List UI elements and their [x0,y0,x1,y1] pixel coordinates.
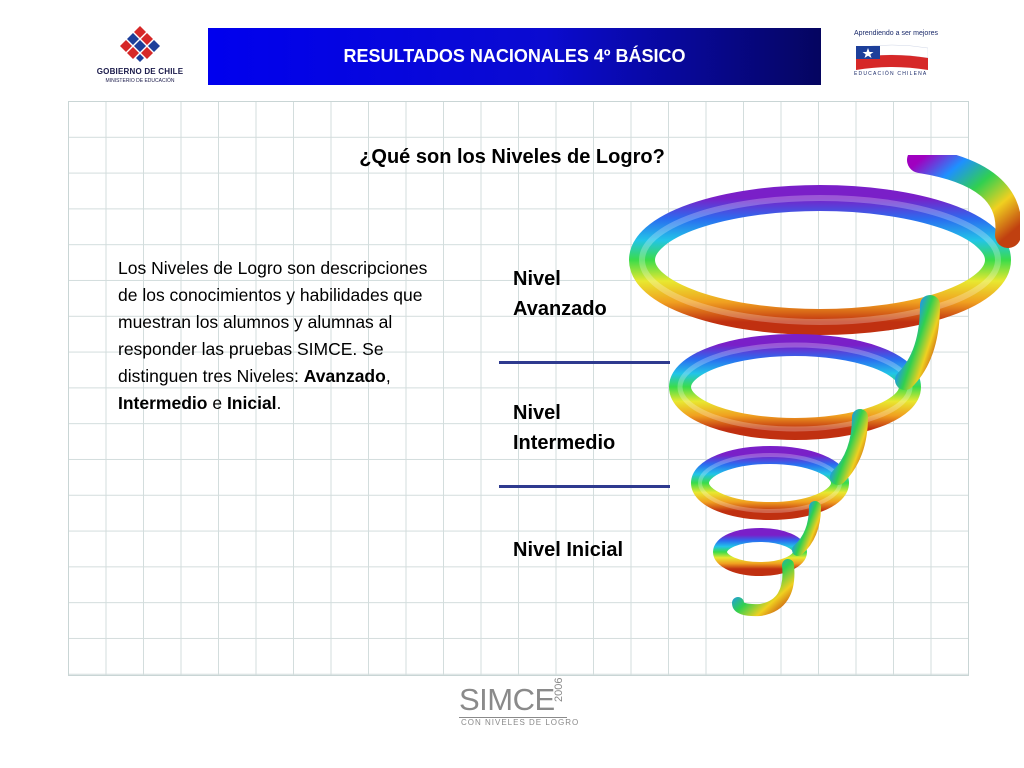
educacion-chilena-logo [852,30,939,80]
rainbow-spiral-icon [620,155,1020,635]
edu-slogan: Aprendiendo a ser mejores [854,30,939,37]
title-bar [208,28,821,85]
level-intermedio-line2: Intermedio [513,432,616,454]
gov-logo-line2: MINISTERIO DE EDUCACIÓN [105,78,175,84]
slide-question: ¿Qué son los Niveles de Logro? [359,146,665,168]
description-paragraph [118,255,448,417]
description-end: . [276,393,282,413]
level-avanzado-line1: Nivel [513,268,561,290]
chile-government-shield-icon [116,24,164,64]
gov-logo-line1: GOBIERNO DE CHILE [96,67,184,76]
chile-flag-icon [856,42,928,70]
level-name-inicial: Inicial [226,393,277,413]
edu-caption: EDUCACIÓN CHILENA [854,71,928,77]
simce-logo [455,677,580,732]
simce-year: 2006 [553,677,565,702]
gobierno-de-chile-logo [92,24,188,88]
level-intermedio-line1: Nivel [513,402,561,424]
page-title: RESULTADOS NACIONALES 4º BÁSICO [343,46,686,66]
simce-brand: SIMCE [459,682,555,717]
description-sep2: e [207,393,227,413]
description-text: Los Niveles de Logro son descripciones de los conocimientos y habilidades que muestran los alumnos y alumnas al responder las pruebas SIMCE. Se distinguen tres Niveles: [118,258,428,386]
level-name-intermedio: Intermedio [118,393,208,413]
level-inicial-line1: Nivel Inicial [513,539,624,561]
level-avanzado-line2: Avanzado [513,298,607,320]
simce-subtitle: CON NIVELES DE LOGRO [461,718,580,727]
level-name-avanzado: Avanzado [303,366,386,386]
description-sep1: , [385,366,391,386]
